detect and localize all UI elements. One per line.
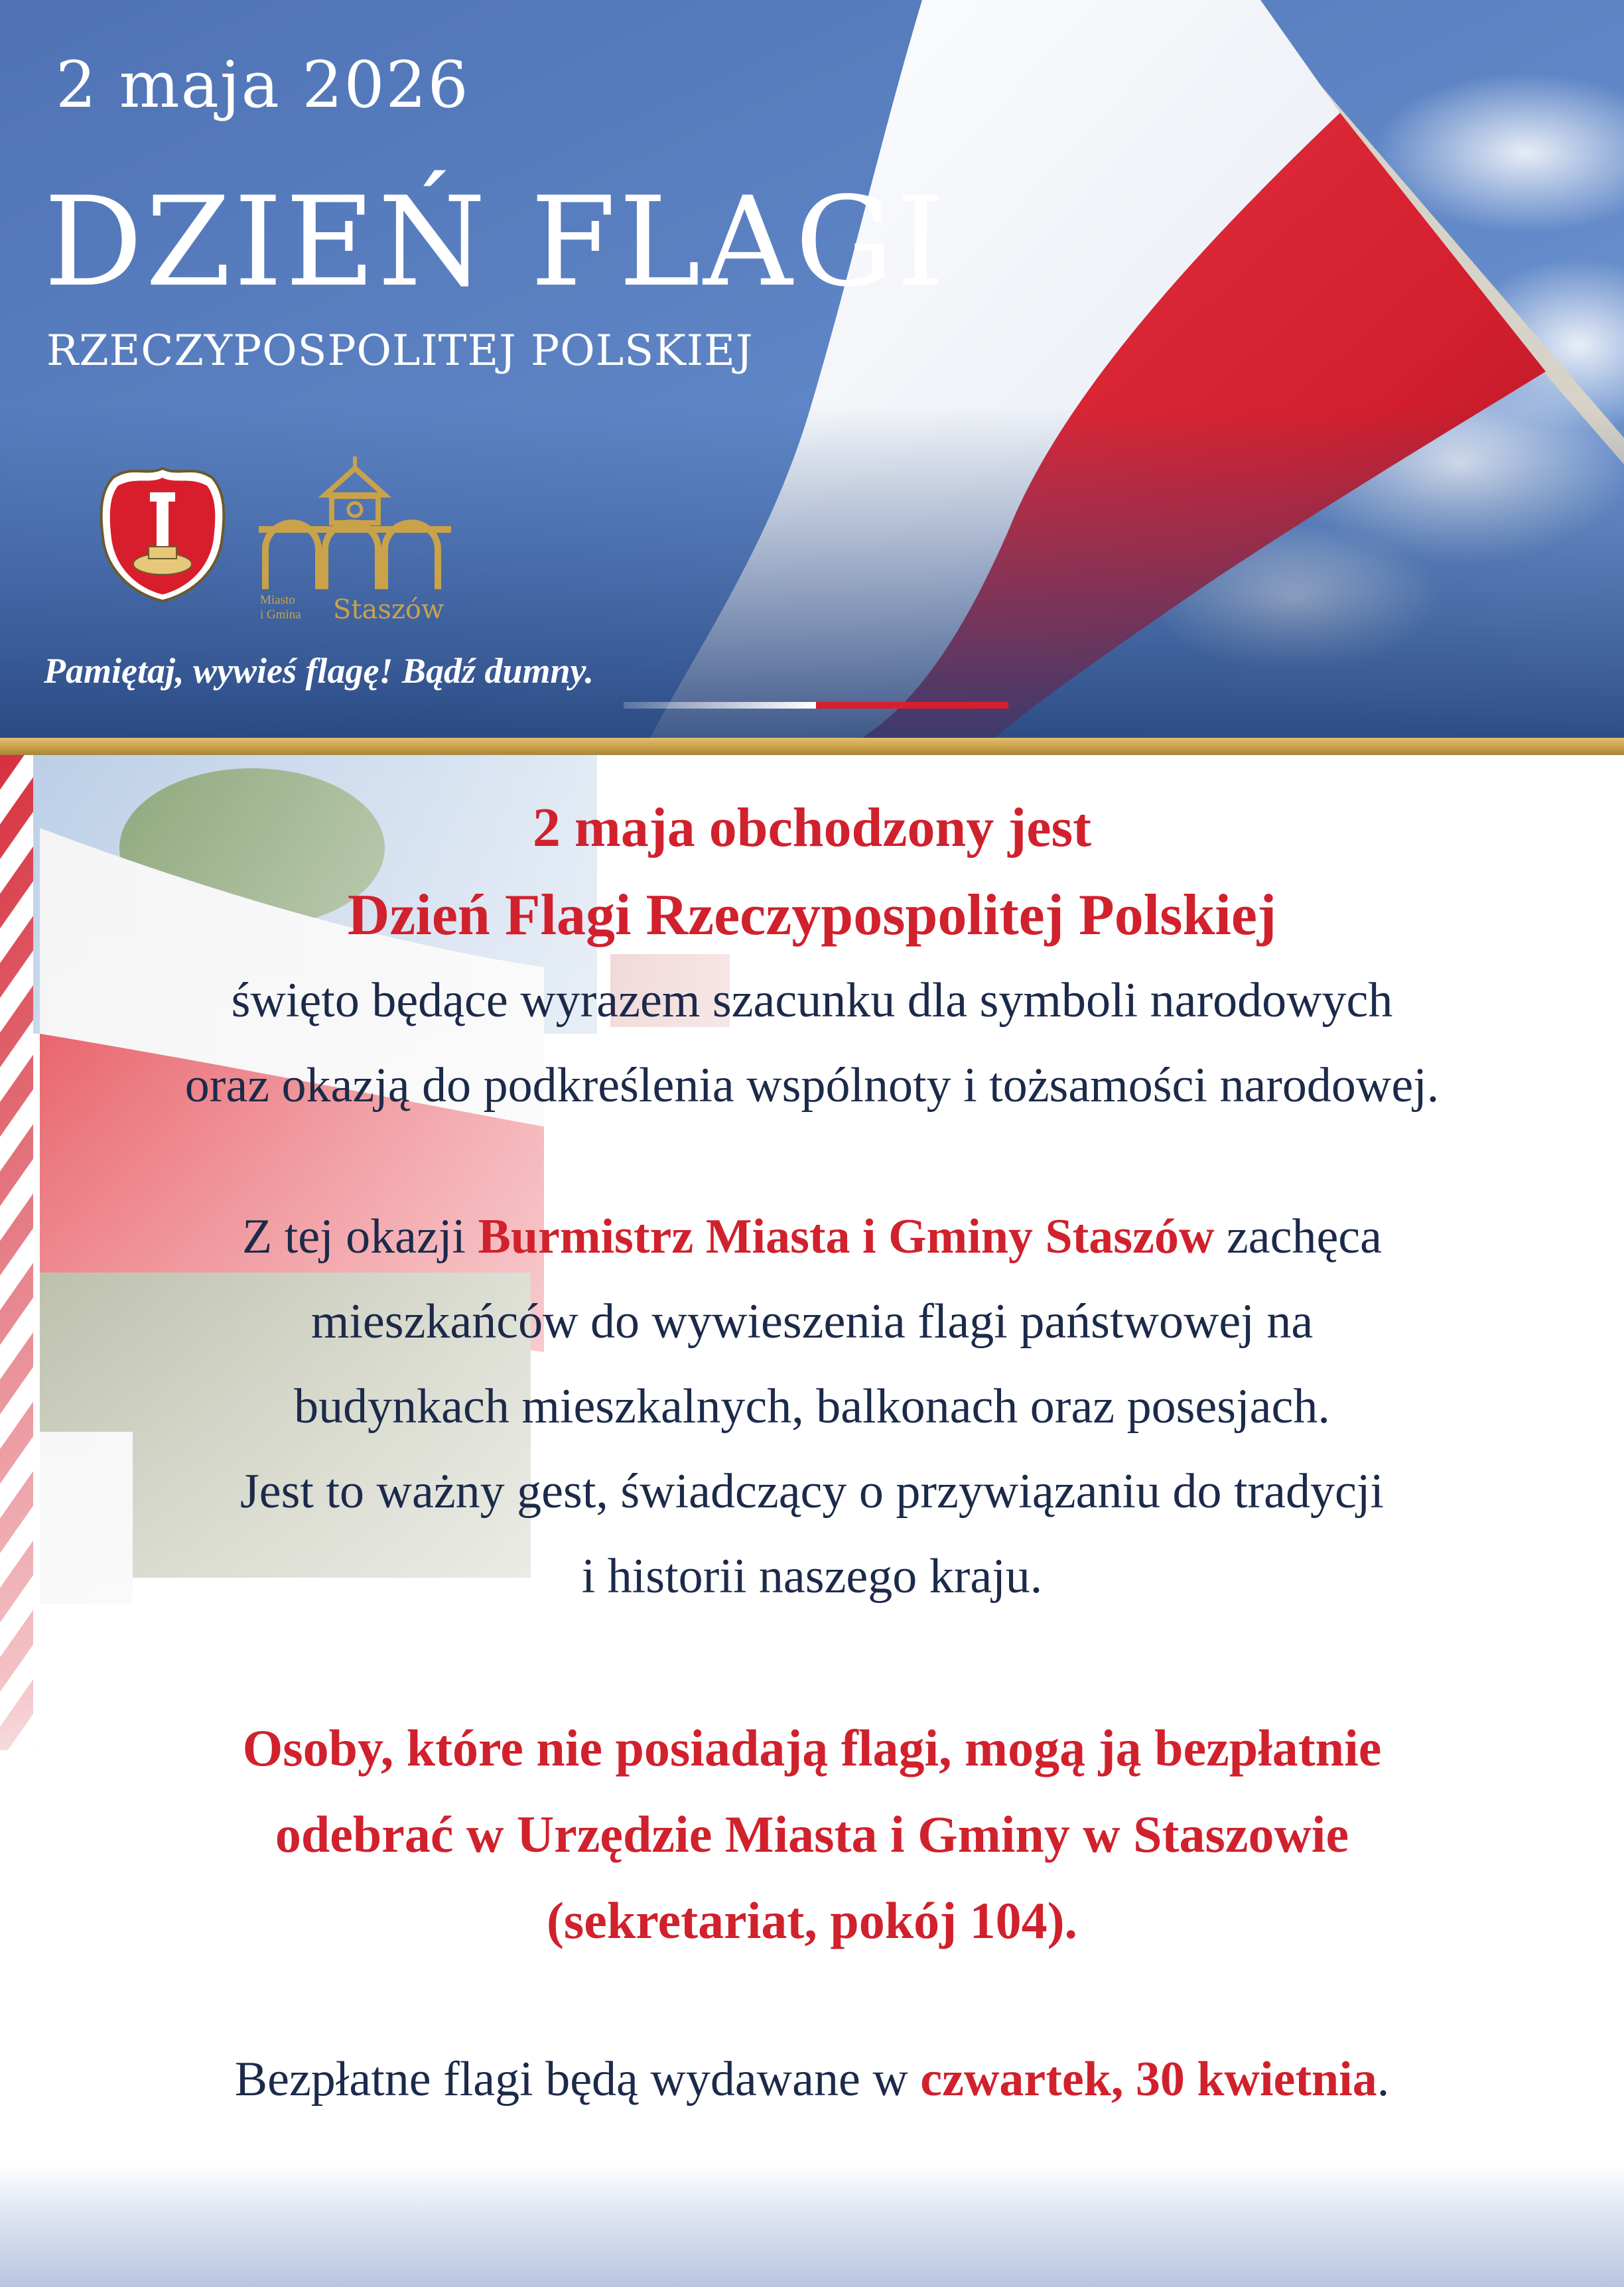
intro-line-2: oraz okazją do podkreślenia wspólnoty i tożsamości narodowej. <box>184 1058 1440 1113</box>
para2-line-3: budynkach mieszkalnych, balkonach oraz posesjach. <box>294 1379 1330 1434</box>
motto-underline-flag-colors <box>624 702 1008 709</box>
underline-white-segment <box>624 702 816 709</box>
final-suffix: . <box>1377 2052 1390 2107</box>
event-subtitle: RZECZYPOSPOLITEJ POLSKIEJ <box>46 326 754 376</box>
distribution-date-highlight: czwartek, 30 kwietnia <box>920 2052 1377 2107</box>
para2-line-4: Jest to ważny gest, świadczący o przywiązaniu do tradycji <box>239 1464 1384 1519</box>
gold-divider <box>0 738 1624 755</box>
underline-red-segment <box>816 702 1008 709</box>
logo-text-i-gmina: i Gmina <box>260 608 301 622</box>
intro-line-1: święto będące wyrazem szacunku dla symboli narodowych <box>231 973 1393 1028</box>
heading-line-2: Dzień Flagi Rzeczypospolitej Polskiej <box>347 883 1277 947</box>
heading-line-1: 2 maja obchodzony jest <box>532 797 1092 859</box>
city-logo-name: Staszów <box>333 594 444 625</box>
final-line <box>0 2037 1624 2122</box>
bottom-gradient-band <box>0 2164 1624 2287</box>
spacer <box>0 1128 1624 1194</box>
motto: Pamiętaj, wywieś flagę! Bądź dumny. <box>44 651 594 691</box>
para2-suffix: zachęca <box>1214 1210 1382 1264</box>
notice-line-3: (sekretariat, pokój 104). <box>546 1892 1078 1949</box>
event-title: DZIEŃ FLAGI <box>44 170 948 314</box>
notice-line-2: odebrać w Urzędzie Miasta i Gminy w Staszowie <box>275 1805 1349 1863</box>
city-logo-small-text <box>260 593 301 622</box>
spacer <box>0 1964 1624 2037</box>
logo-text-miasto: Miasto <box>260 593 295 607</box>
para2-line-1 <box>0 1194 1624 1279</box>
para2-prefix: Z tej okazji <box>242 1210 478 1264</box>
event-date: 2 maja 2026 <box>56 48 470 122</box>
mayor-name-highlight: Burmistrz Miasta i Gminy Staszów <box>478 1210 1215 1264</box>
final-prefix: Bezpłatne flagi będą wydawane w <box>234 2052 921 2107</box>
header-banner <box>0 0 1624 738</box>
announcement-content <box>0 783 1624 2122</box>
staszow-coat-of-arms-icon <box>93 464 232 605</box>
para2-line-5: i historii naszego kraju. <box>581 1549 1043 1604</box>
para2-line-2: mieszkańców do wywieszenia flagi państwowej na <box>310 1294 1314 1349</box>
spacer <box>0 1619 1624 1705</box>
notice-line-1: Osoby, które nie posiadają flagi, mogą ją bezpłatnie <box>242 1719 1382 1777</box>
